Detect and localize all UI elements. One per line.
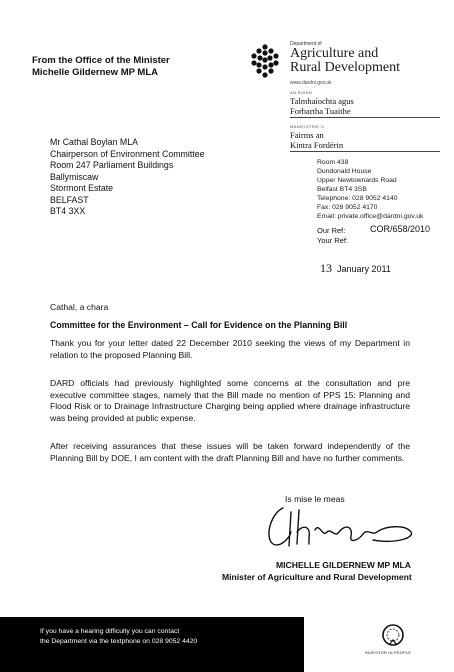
irish-name (290, 96, 354, 116)
scots-name-line2: Kintra Fordérin (290, 140, 344, 150)
sender-minister-name: Michelle Gildernew MP MLA (32, 67, 158, 78)
our-ref-label: Our Ref: (317, 226, 346, 235)
sender-block (32, 55, 170, 79)
signatory-name: MICHELLE GILDERNEW MP MLA (276, 560, 411, 570)
recipient-line: BT4 3XX (50, 206, 86, 216)
subject-line: Committee for the Environment – Call for Evidence on the Planning Bill (50, 320, 348, 330)
recipient-name: Mr Cathal Boylan MLA (50, 137, 139, 147)
date-day: 13 (320, 261, 332, 275)
signatory-title: Minister of Agriculture and Rural Development (222, 572, 412, 582)
address-line: Upper Newtownards Road (317, 177, 397, 184)
irish-name-line2: Forbartha Tuaithe (290, 106, 351, 116)
recipient-line: Room 247 Parliament Buildings (50, 160, 174, 170)
telephone-line: Telephone: 028 9052 4140 (317, 195, 398, 202)
dept-address (317, 158, 423, 221)
handwritten-signature (255, 502, 420, 552)
dept-label: Department of (290, 41, 322, 47)
dept-name (290, 47, 400, 75)
address-line: Belfast BT4 3SB (317, 186, 367, 193)
divider (290, 117, 440, 118)
sender-office-line: From the Office of the Minister (32, 55, 170, 66)
address-line: Dundonald House (317, 168, 372, 175)
closing: Is mise le meas (285, 494, 345, 504)
recipient-line: BELFAST (50, 194, 89, 205)
recipient-line: Chairperson of Environment Committee (50, 148, 205, 159)
letter-date (320, 261, 391, 276)
email-line: Email: private.office@dardni.gov.uk (317, 213, 424, 220)
textphone-line2: the Department via the textphone on 028 9052 4420 (40, 638, 198, 645)
irish-name-line1: Talmhaíochta agus (290, 96, 354, 106)
date-month-year: January 2011 (337, 264, 391, 274)
fax-line: Fax: 028 9052 4170 (317, 204, 378, 211)
dept-website: www.dardni.gov.uk (290, 80, 332, 86)
irish-label: AN ROINN (290, 90, 312, 95)
body-paragraph: DARD officials had previously highlighted some concerns at the consultation and pre executive committee stages, namely that the Bill made no mention of PPS 15: Planning and Flood Risk or to Drainage Infrastructure Charging being applied where drainage infrastructure was being provided at public expense. (50, 378, 410, 423)
recipient-address (50, 137, 205, 218)
textphone-notice (40, 627, 197, 647)
scots-label: MÄNNYSTRIE O (290, 124, 325, 129)
dard-logo-icon (250, 44, 280, 78)
recipient-line: Ballymiscaw (50, 171, 99, 182)
dept-name-line1: Agriculture and (290, 46, 379, 61)
textphone-line1: If you have a hearing difficulty you can contact (40, 628, 180, 635)
scots-name-line1: Fairms an (290, 130, 324, 140)
divider (290, 151, 440, 152)
body-paragraph: Thank you for your letter dated 22 December 2010 seeking the views of my Department in relation to the proposed Planning Bill. (50, 338, 410, 360)
investor-in-people-icon (380, 622, 406, 648)
references (317, 226, 348, 246)
body-paragraph: After receiving assurances that these issues will be taken forward independently of the Planning Bill by DOE, I am content with the draft Planning Bill and have no further comments. (50, 441, 410, 463)
salutation: Cathal, a chara (50, 302, 109, 312)
iip-label: INVESTOR IN PEOPLE (365, 650, 412, 655)
your-ref-label: Your Ref: (317, 236, 348, 245)
our-ref-value: COR/658/2010 (370, 224, 431, 234)
dept-name-line2: Rural Development (290, 60, 401, 75)
scots-name (290, 130, 343, 150)
address-line: Room 438 (317, 159, 349, 166)
recipient-line: Stormont Estate (50, 183, 114, 193)
